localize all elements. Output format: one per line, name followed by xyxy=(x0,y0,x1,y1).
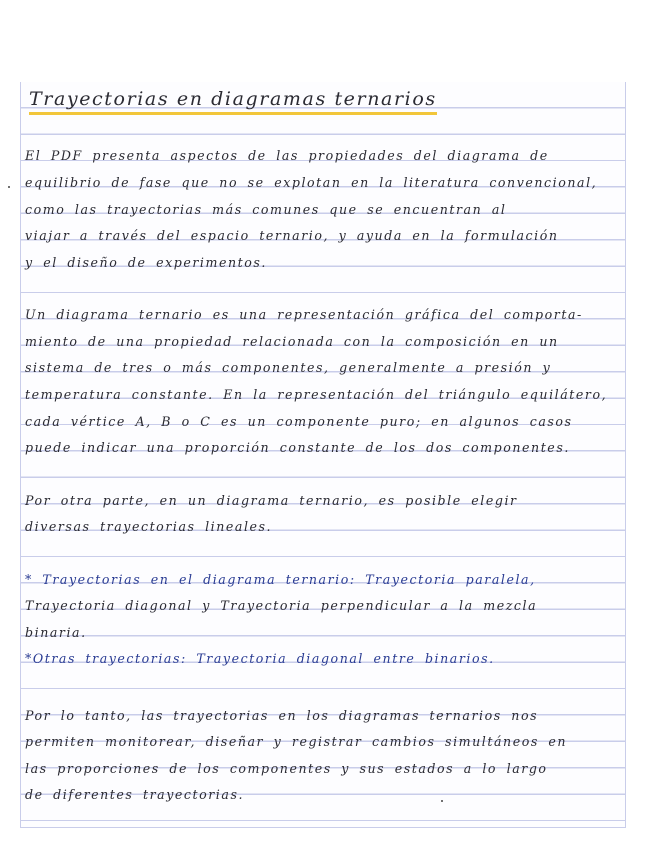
text-line: miento de una propiedad relacionada con la composición en un xyxy=(25,334,559,349)
text-line: Un diagrama ternario es una representación gráfica del comporta- xyxy=(25,307,583,322)
text-line: como las trayectorias más comunes que se encuentran al xyxy=(25,202,507,217)
text-line: Trayectoria diagonal y Trayectoria perpendicular a la mezcla xyxy=(25,598,538,613)
bullet-line: *Otras trayectorias: Trayectoria diagonal entre binarios. xyxy=(25,651,495,666)
text-line: Por lo tanto, las trayectorias en los diagramas ternarios nos xyxy=(25,708,539,723)
ink-dot xyxy=(441,800,443,802)
bullet-line: * Trayectorias en el diagrama ternario: Trayectoria paralela, xyxy=(25,572,536,587)
text-line: de diferentes trayectorias. xyxy=(25,787,245,802)
page-title: Trayectorias en diagramas ternarios xyxy=(29,88,437,115)
text-line: equilibrio de fase que no se explotan en la literatura convencional, xyxy=(25,175,598,190)
text-line: diversas trayectorias lineales. xyxy=(25,519,273,534)
ink-dot xyxy=(8,186,10,188)
text-line: y el diseño de experimentos. xyxy=(25,255,267,270)
text-line: El PDF presenta aspectos de las propiedades del diagrama de xyxy=(25,148,549,163)
text-line: las proporciones de los componentes y sus estados a lo largo xyxy=(25,761,548,776)
text-line: binaria. xyxy=(25,625,87,640)
text-line: viajar a través del espacio ternario, y ayuda en la formulación xyxy=(25,228,559,243)
text-line: cada vértice A, B o C es un componente puro; en algunos casos xyxy=(25,414,573,429)
text-line: sistema de tres o más componentes, generalmente a presión y xyxy=(25,360,552,375)
notebook-page xyxy=(20,82,626,828)
text-line: Por otra parte, en un diagrama ternario, es posible elegir xyxy=(25,493,518,508)
text-line: puede indicar una proporción constante de los dos componentes. xyxy=(25,440,570,455)
text-line: temperatura constante. En la representación del triángulo equilátero, xyxy=(25,387,608,402)
text-line: permiten monitorear, diseñar y registrar cambios simultáneos en xyxy=(25,734,568,749)
